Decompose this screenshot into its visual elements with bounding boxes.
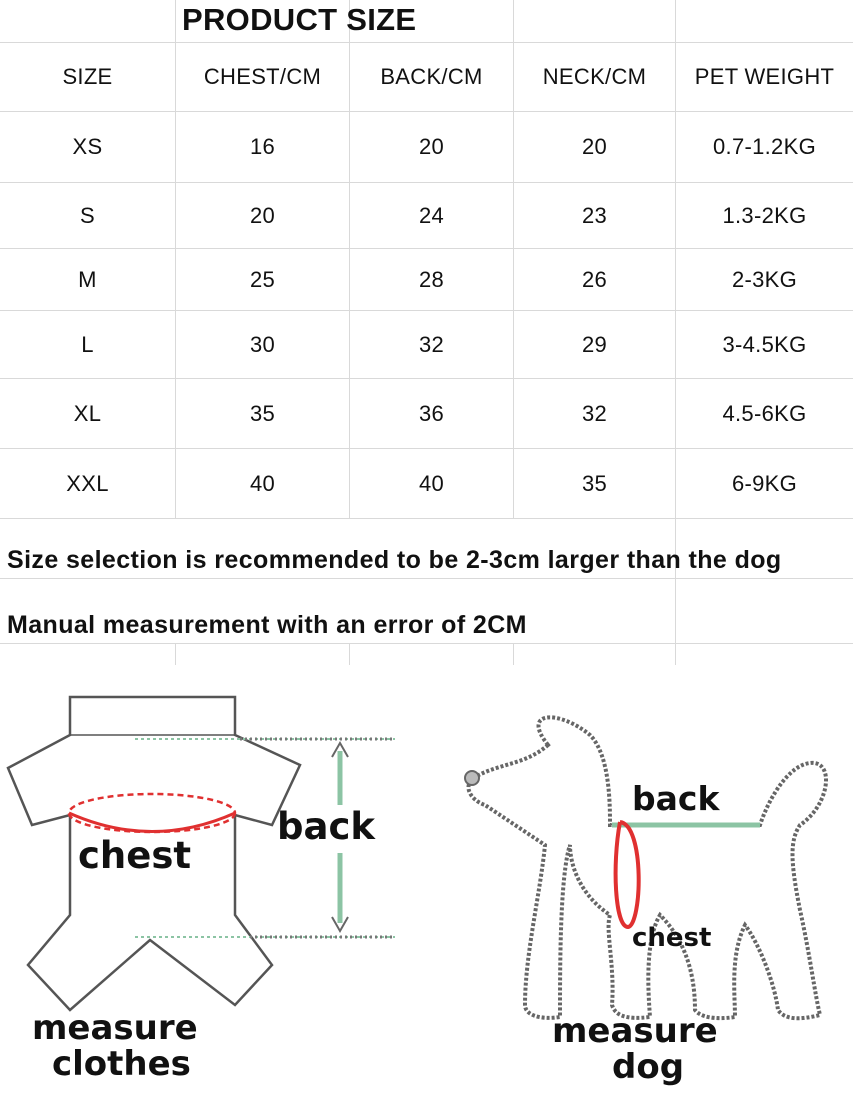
cell-size: XS xyxy=(72,134,103,159)
cell-chest: 25 xyxy=(249,266,276,292)
dog-nose xyxy=(465,771,479,785)
header-chest: CHEST/CM xyxy=(203,64,322,89)
clothes-caption-line1: measure xyxy=(32,1008,198,1048)
cell-back: 28 xyxy=(418,266,445,292)
dog-outline xyxy=(468,717,826,1018)
cell-size: XXL xyxy=(66,470,109,496)
cell-neck: 20 xyxy=(581,134,608,159)
cell-chest: 16 xyxy=(249,134,276,159)
header-neck: NECK/CM xyxy=(542,64,647,89)
clothes-back-label: back xyxy=(277,805,375,848)
clothes-diagram xyxy=(8,697,395,1084)
measurement-diagrams xyxy=(0,665,853,1088)
dog-chest-label: chest xyxy=(632,923,712,953)
header-pet-weight: PET WEIGHT xyxy=(694,64,835,89)
cell-size: M xyxy=(78,266,97,292)
dog-caption-line2: dog xyxy=(612,1047,685,1087)
cell-back: 36 xyxy=(418,400,445,426)
cell-neck: 26 xyxy=(581,266,608,292)
measurement-error-note: Manual measurement with an error of 2CM xyxy=(7,611,527,639)
cell-neck: 32 xyxy=(581,400,608,426)
page-title: PRODUCT SIZE xyxy=(182,2,417,37)
cell-back: 40 xyxy=(418,470,445,496)
header-size: SIZE xyxy=(62,64,113,89)
cell-weight: 3-4.5KG xyxy=(722,331,807,357)
cell-weight: 4.5-6KG xyxy=(722,400,807,426)
dog-diagram xyxy=(465,717,826,1087)
cell-neck: 29 xyxy=(581,331,608,357)
cell-weight: 2-3KG xyxy=(731,266,798,292)
cell-neck: 23 xyxy=(581,202,608,228)
cell-chest: 40 xyxy=(249,470,276,496)
size-recommendation-note: Size selection is recommended to be 2-3cm larger than the dog xyxy=(7,546,782,574)
clothes-caption-line2: clothes xyxy=(52,1044,191,1084)
cell-back: 32 xyxy=(418,331,445,357)
cell-back: 24 xyxy=(418,202,445,228)
cell-chest: 35 xyxy=(249,400,276,426)
dog-caption-line1: measure xyxy=(552,1011,718,1051)
cell-weight: 0.7-1.2KG xyxy=(713,134,816,159)
clothes-chest-label: chest xyxy=(78,834,192,877)
cell-neck: 35 xyxy=(581,470,608,496)
cell-size: S xyxy=(80,202,95,228)
cell-chest: 20 xyxy=(249,202,276,228)
cell-weight: 1.3-2KG xyxy=(722,202,807,228)
cell-size: L xyxy=(81,331,94,357)
cell-size: XL xyxy=(73,400,102,426)
header-back: BACK/CM xyxy=(380,64,483,89)
cell-weight: 6-9KG xyxy=(731,470,798,496)
cell-back: 20 xyxy=(418,134,445,159)
dog-back-label: back xyxy=(632,779,720,818)
cell-chest: 30 xyxy=(249,331,276,357)
